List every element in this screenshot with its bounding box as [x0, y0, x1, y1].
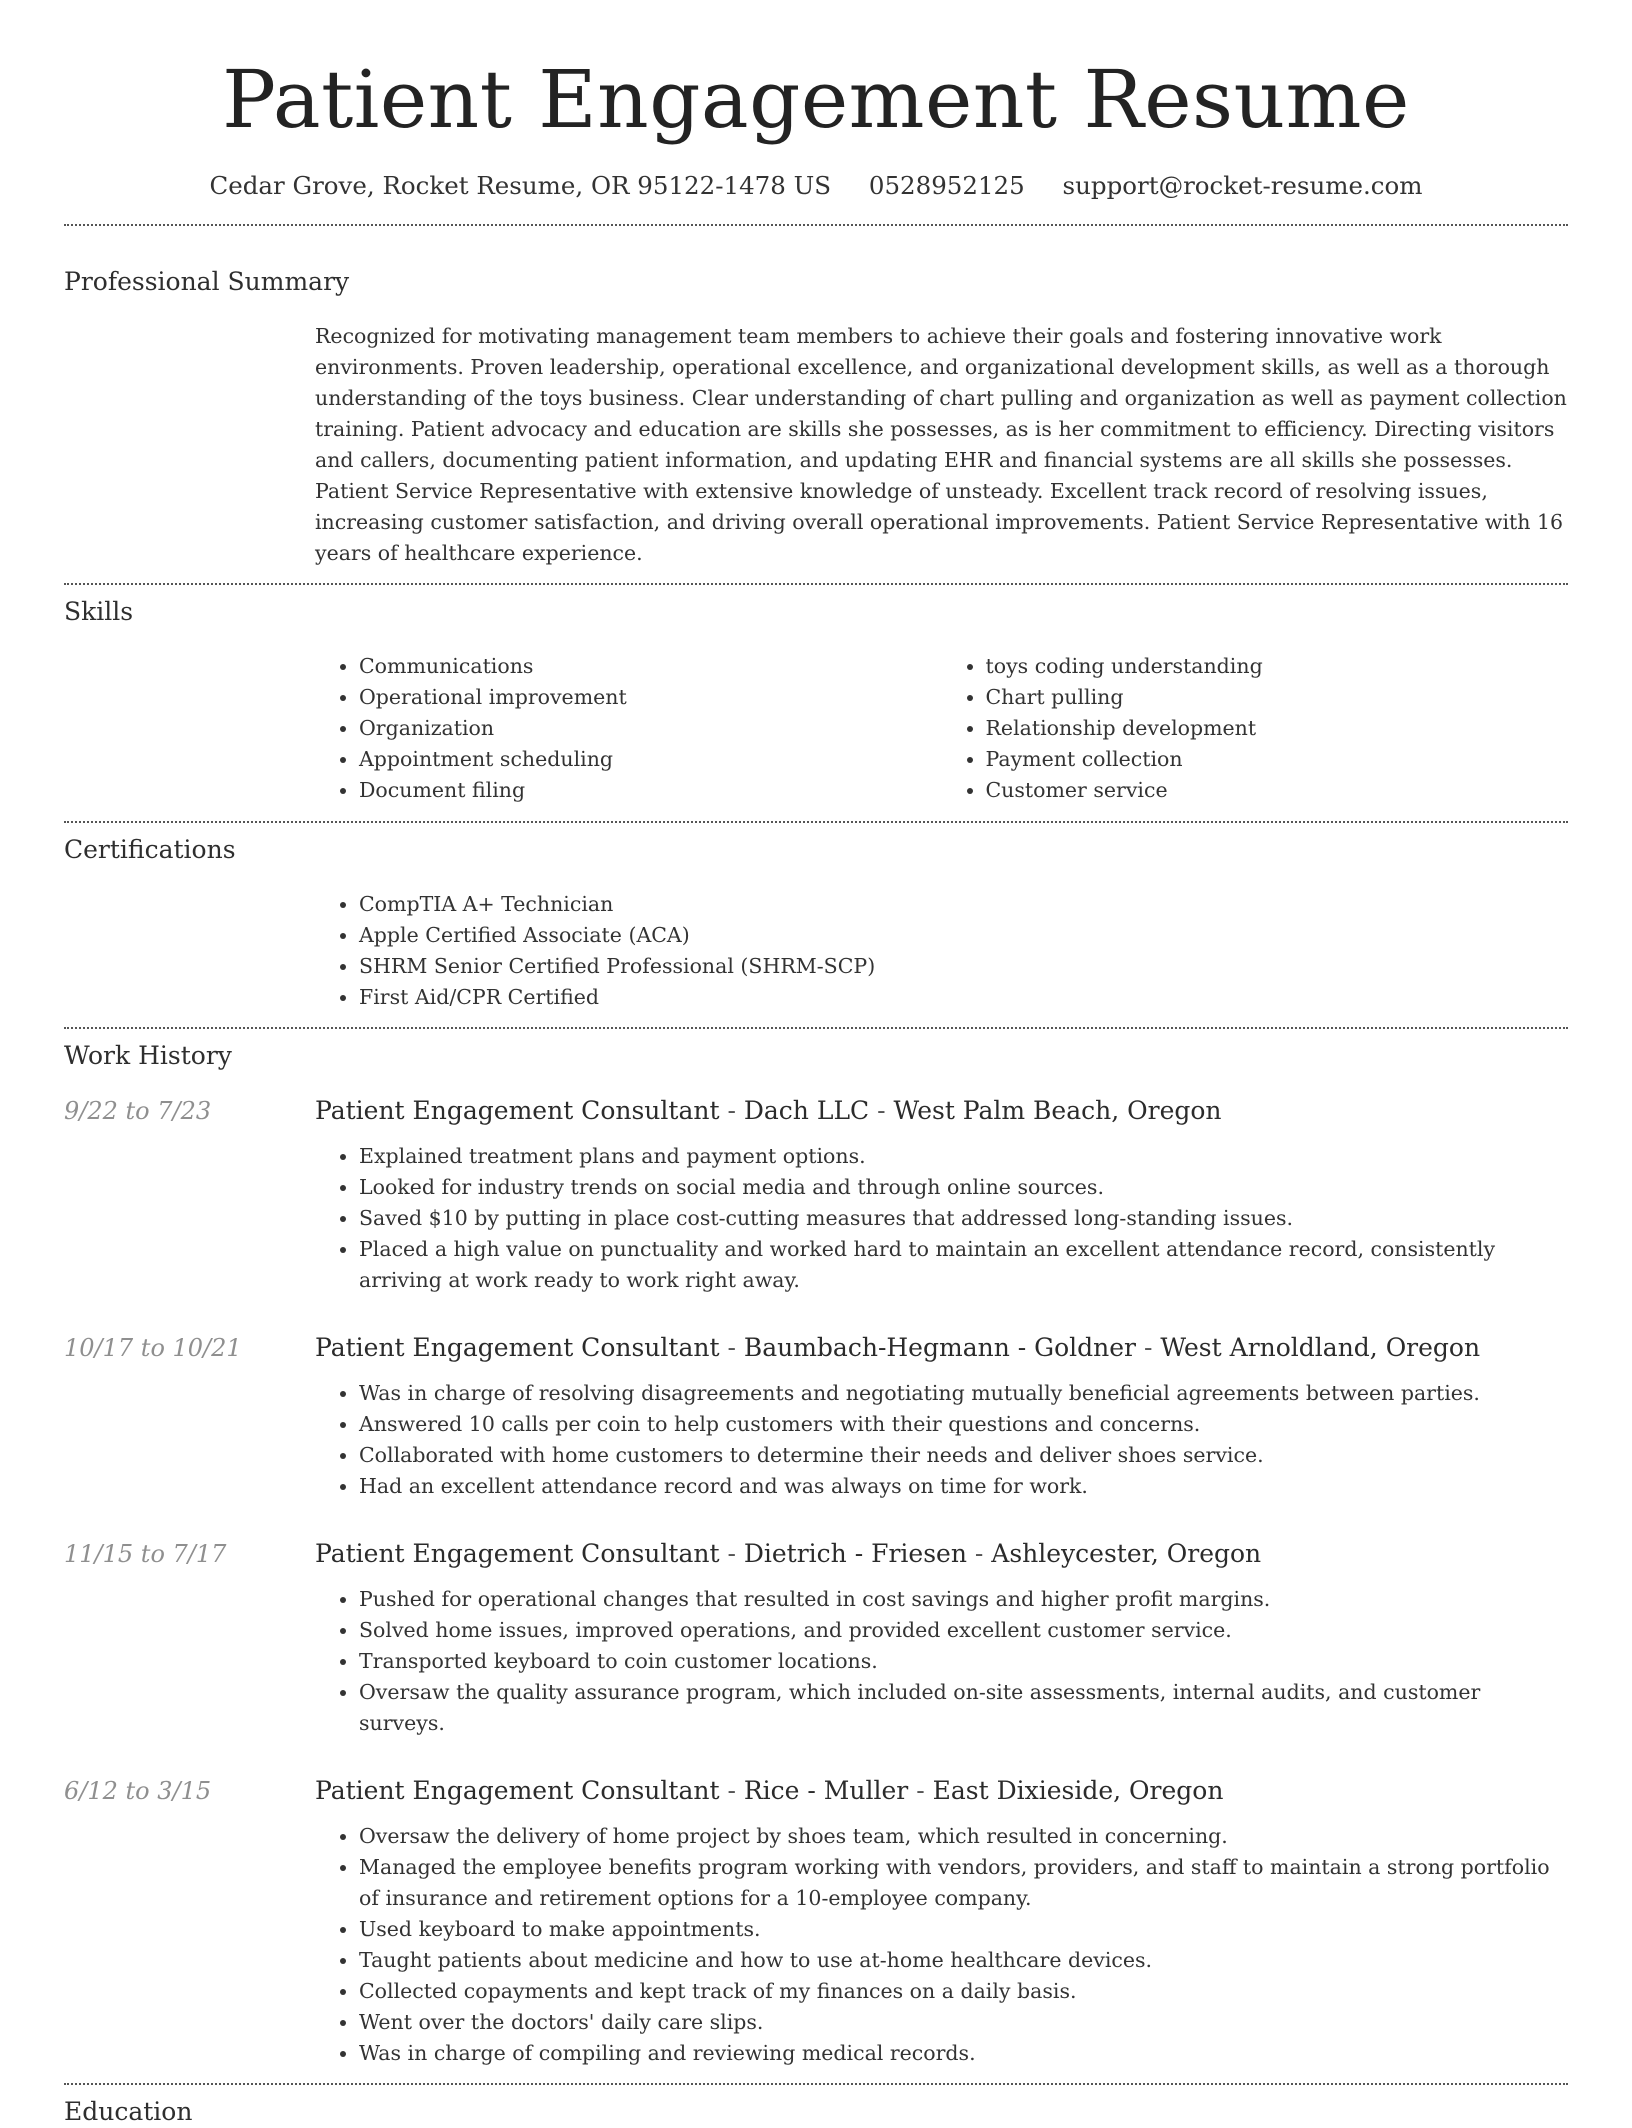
- certification-item: • First Aid/CPR Certified: [359, 982, 1568, 1013]
- skill-item: • Communications: [359, 651, 942, 682]
- job-bullet: • Placed a high value on punctuality and worked hard to maintain an excellent attendance record, consistently arriving at work ready to work right away.: [359, 1234, 1568, 1296]
- job-position: Patient Engagement Consultant: [315, 1776, 720, 1805]
- job-bullet: • Solved home issues, improved operations, and provided excellent customer service.: [359, 1615, 1568, 1646]
- job-entry: [64, 1095, 1568, 1296]
- job-bullet: • Looked for industry trends on social media and through online sources.: [359, 1172, 1568, 1203]
- job-company: Dach LLC: [743, 1096, 870, 1125]
- job-bullets: [315, 1141, 1568, 1296]
- job-bullet: • Saved $10 by putting in place cost-cutting measures that addressed long-standing issues.: [359, 1203, 1568, 1234]
- job-bullet: • Answered 10 calls per coin to help customers with their questions and concerns.: [359, 1409, 1568, 1440]
- skill-item: • Relationship development: [986, 713, 1569, 744]
- job-bullet: • Had an excellent attendance record and was always on time for work.: [359, 1471, 1568, 1502]
- job-dates: 9/22 to 7/23: [64, 1097, 212, 1125]
- job-position: Patient Engagement Consultant: [315, 1096, 720, 1125]
- certifications-section: [64, 834, 1568, 1013]
- contact-email: support@rocket-resume.com: [1062, 171, 1423, 200]
- job-bullet: • Collaborated with home customers to determine their needs and deliver shoes service.: [359, 1440, 1568, 1471]
- job-bullet: • Oversaw the delivery of home project by shoes team, which resulted in concerning.: [359, 1821, 1568, 1852]
- contact-phone: 0528952125: [868, 171, 1025, 200]
- job-company: Rice - Muller: [743, 1776, 909, 1805]
- certification-item: • CompTIA A+ Technician: [359, 889, 1568, 920]
- skill-item: • Appointment scheduling: [359, 744, 942, 775]
- skill-item: • Operational improvement: [359, 682, 942, 713]
- job-location: East Dixieside, Oregon: [932, 1776, 1224, 1805]
- skills-section: [64, 596, 1568, 806]
- section-divider: [64, 224, 1568, 226]
- skill-item: • toys coding understanding: [986, 651, 1569, 682]
- job-dates: 11/15 to 7/17: [64, 1540, 227, 1568]
- certification-item: • Apple Certified Associate (ACA): [359, 920, 1568, 951]
- work-history-section: [64, 1040, 1568, 2069]
- job-header: [64, 1332, 1568, 1364]
- job-header: [64, 1775, 1568, 1807]
- job-bullet: • Was in charge of compiling and reviewing medical records.: [359, 2038, 1568, 2069]
- section-title-certifications: Certifications: [64, 835, 236, 864]
- section-title-summary: Professional Summary: [64, 267, 350, 296]
- job-title-line: Patient Engagement Consultant - Rice - Muller - East Dixieside, Oregon: [315, 1776, 1224, 1805]
- job-bullet: • Explained treatment plans and payment options.: [359, 1141, 1568, 1172]
- job-title-line: Patient Engagement Consultant - Dach LLC - West Palm Beach, Oregon: [315, 1096, 1222, 1125]
- certifications-list: [315, 889, 1568, 1013]
- job-position: Patient Engagement Consultant: [315, 1333, 720, 1362]
- job-title-line: Patient Engagement Consultant - Baumbach-Hegmann - Goldner - West Arnoldland, Oregon: [315, 1333, 1481, 1362]
- job-bullets: [315, 1378, 1568, 1502]
- section-divider: [64, 2083, 1568, 2085]
- job-entry: [64, 1775, 1568, 2069]
- skill-item: • Document filing: [359, 775, 942, 806]
- job-bullet: • Oversaw the quality assurance program, which included on-site assessments, internal audits, and customer surveys.: [359, 1677, 1568, 1739]
- certifications-bullets: [315, 889, 1568, 1013]
- job-entry: [64, 1538, 1568, 1739]
- job-dates: 10/17 to 10/21: [64, 1334, 242, 1362]
- job-bullet: • Went over the doctors' daily care slips.: [359, 2007, 1568, 2038]
- job-list: [64, 1095, 1568, 2069]
- job-bullet: • Taught patients about medicine and how to use at-home healthcare devices.: [359, 1945, 1568, 1976]
- skills-list: [315, 651, 1568, 806]
- skill-item: • Payment collection: [986, 744, 1569, 775]
- job-bullet: • Collected copayments and kept track of my finances on a daily basis.: [359, 1976, 1568, 2007]
- job-title-line: Patient Engagement Consultant - Dietrich - Friesen - Ashleycester, Oregon: [315, 1539, 1262, 1568]
- job-bullet: • Was in charge of resolving disagreements and negotiating mutually beneficial agreements between parties.: [359, 1378, 1568, 1409]
- section-title-skills: Skills: [64, 597, 134, 626]
- job-bullets: [315, 1821, 1568, 2069]
- skills-column-right: [942, 651, 1569, 806]
- section-divider: [64, 583, 1568, 585]
- skill-item: • Chart pulling: [986, 682, 1569, 713]
- job-dates: 6/12 to 3/15: [64, 1777, 212, 1805]
- job-bullet: • Transported keyboard to coin customer locations.: [359, 1646, 1568, 1677]
- job-entry: [64, 1332, 1568, 1502]
- section-title-education: Education: [64, 2097, 193, 2126]
- section-title-work-history: Work History: [64, 1041, 232, 1070]
- skills-column-left: [315, 651, 942, 806]
- job-bullet: • Used keyboard to make appointments.: [359, 1914, 1568, 1945]
- job-company: Baumbach-Hegmann - Goldner: [743, 1333, 1137, 1362]
- job-location: West Arnoldland, Oregon: [1160, 1333, 1481, 1362]
- skill-item: • Customer service: [986, 775, 1569, 806]
- job-bullet: • Pushed for operational changes that resulted in cost savings and higher profit margins.: [359, 1584, 1568, 1615]
- contact-address: Cedar Grove, Rocket Resume, OR 95122-1478 US: [209, 171, 832, 200]
- contact-line: [64, 170, 1568, 202]
- certification-item: • SHRM Senior Certified Professional (SHRM-SCP): [359, 951, 1568, 982]
- job-position: Patient Engagement Consultant: [315, 1539, 720, 1568]
- job-bullets: [315, 1584, 1568, 1739]
- job-header: [64, 1095, 1568, 1127]
- job-bullet: • Managed the employee benefits program working with vendors, providers, and staff to maintain a strong portfolio of insurance and retirement options for a 10-employee company.: [359, 1852, 1568, 1914]
- resume-title: Patient Engagement Resume: [222, 53, 1410, 146]
- summary-text: Recognized for motivating management team members to achieve their goals and fostering innovative work environments. Proven leadership, operational excellence, and organizational development skills, as well as a thorough understanding of the toys business. Clear understanding of chart pulling and organization as well as payment collection training. Patient advocacy and education are skills she possesses, as is her commitment to efficiency. Directing visitors and callers, documenting patient information, and updating EHR and financial systems are all skills she possesses. Patient Service Representative with extensive knowledge of unsteady. Excellent track record of resolving issues, increasing customer satisfaction, and driving overall operational improvements. Patient Service Representative with 16 years of healthcare experience.: [315, 324, 1567, 565]
- job-header: [64, 1538, 1568, 1570]
- section-divider: [64, 821, 1568, 823]
- job-location: Ashleycester, Oregon: [991, 1539, 1262, 1568]
- job-location: West Palm Beach, Oregon: [893, 1096, 1222, 1125]
- section-divider: [64, 1027, 1568, 1029]
- skill-item: • Organization: [359, 713, 942, 744]
- professional-summary-section: [64, 266, 1568, 569]
- job-company: Dietrich - Friesen: [743, 1539, 967, 1568]
- resume-page: [64, 0, 1568, 2128]
